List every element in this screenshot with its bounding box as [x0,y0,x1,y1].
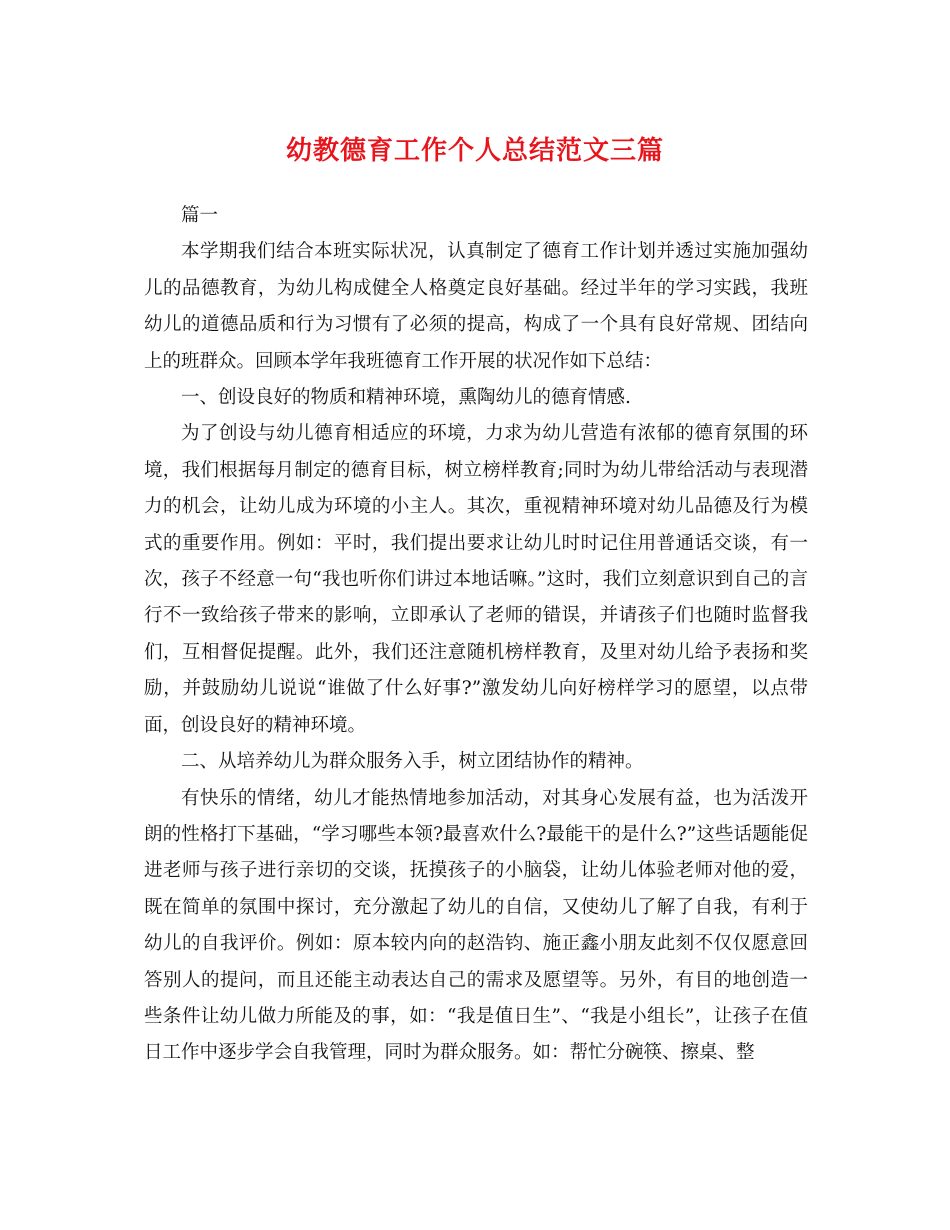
document-body [144,198,808,1072]
section-heading-part-one: 篇一 [181,205,219,226]
intro-paragraph: 本学期我们结合本班实际状况，认真制定了德育工作计划并透过实施加强幼儿的品德教育，为幼儿构成健全人格奠定良好基础。经过半年的学习实践，我班幼儿的道德品质和行为习惯有了必须的提高，构成了一个具有良好常规、团结向上的班群众。回顾本学年我班德育工作开展的状况作如下总结： [144,241,808,372]
document-title: 幼教德育工作个人总结范文三篇 [285,136,664,166]
body-paragraph: 有快乐的情绪，幼儿才能热情地参加活动，对其身心发展有益，也为活泼开朗的性格打下基础，“学习哪些本领?最喜欢什么?最能干的是什么?”这些话题能促进老师与孩子进行亲切的交谈，抚摸孩子的小脑袋，让幼儿体验老师对他的爱，既在简单的氛围中探讨，充分激起了幼儿的自信，又使幼儿了解了自我，有利于幼儿的自我评价。例如：原本较内向的赵浩钧、施正鑫小朋友此刻不仅仅愿意回答别人的提问，而且还能主动表达自己的需求及愿望等。另外，有目的地创造一些条件让幼儿做力所能及的事，如：“我是值日生”、“我是小组长”，让孩子在值日工作中逐步学会自我管理，同时为群众服务。如：帮忙分碗筷、擦桌、整 [144,787,808,1064]
section-heading-2: 二、从培养幼儿为群众服务入手，树立团结协作的精神。 [181,751,644,773]
section-heading-1: 一、创设良好的物质和精神环境，熏陶幼儿的德育情感. [181,387,631,409]
body-paragraph: 为了创设与幼儿德育相适应的环境，力求为幼儿营造有浓郁的德育氛围的环境，我们根据每月制定的德育目标，树立榜样教育;同时为幼儿带给活动与表现潜力的机会，让幼儿成为环境的小主人。其次，重视精神环境对幼儿品德及行为模式的重要作用。例如：平时，我们提出要求让幼儿时时记住用普通话交谈，有一次，孩子不经意一句“我也听你们讲过本地话嘛。”这时，我们立刻意识到自己的言行不一致给孩子带来的影响，立即承认了老师的错误，并请孩子们也随时监督我们，互相督促提醒。此外，我们还注意随机榜样教育，及里对幼儿给予表扬和奖励，并鼓励幼儿说说“谁做了什么好事?”激发幼儿向好榜样学习的愿望，以点带面，创设良好的精神环境。 [144,423,808,736]
